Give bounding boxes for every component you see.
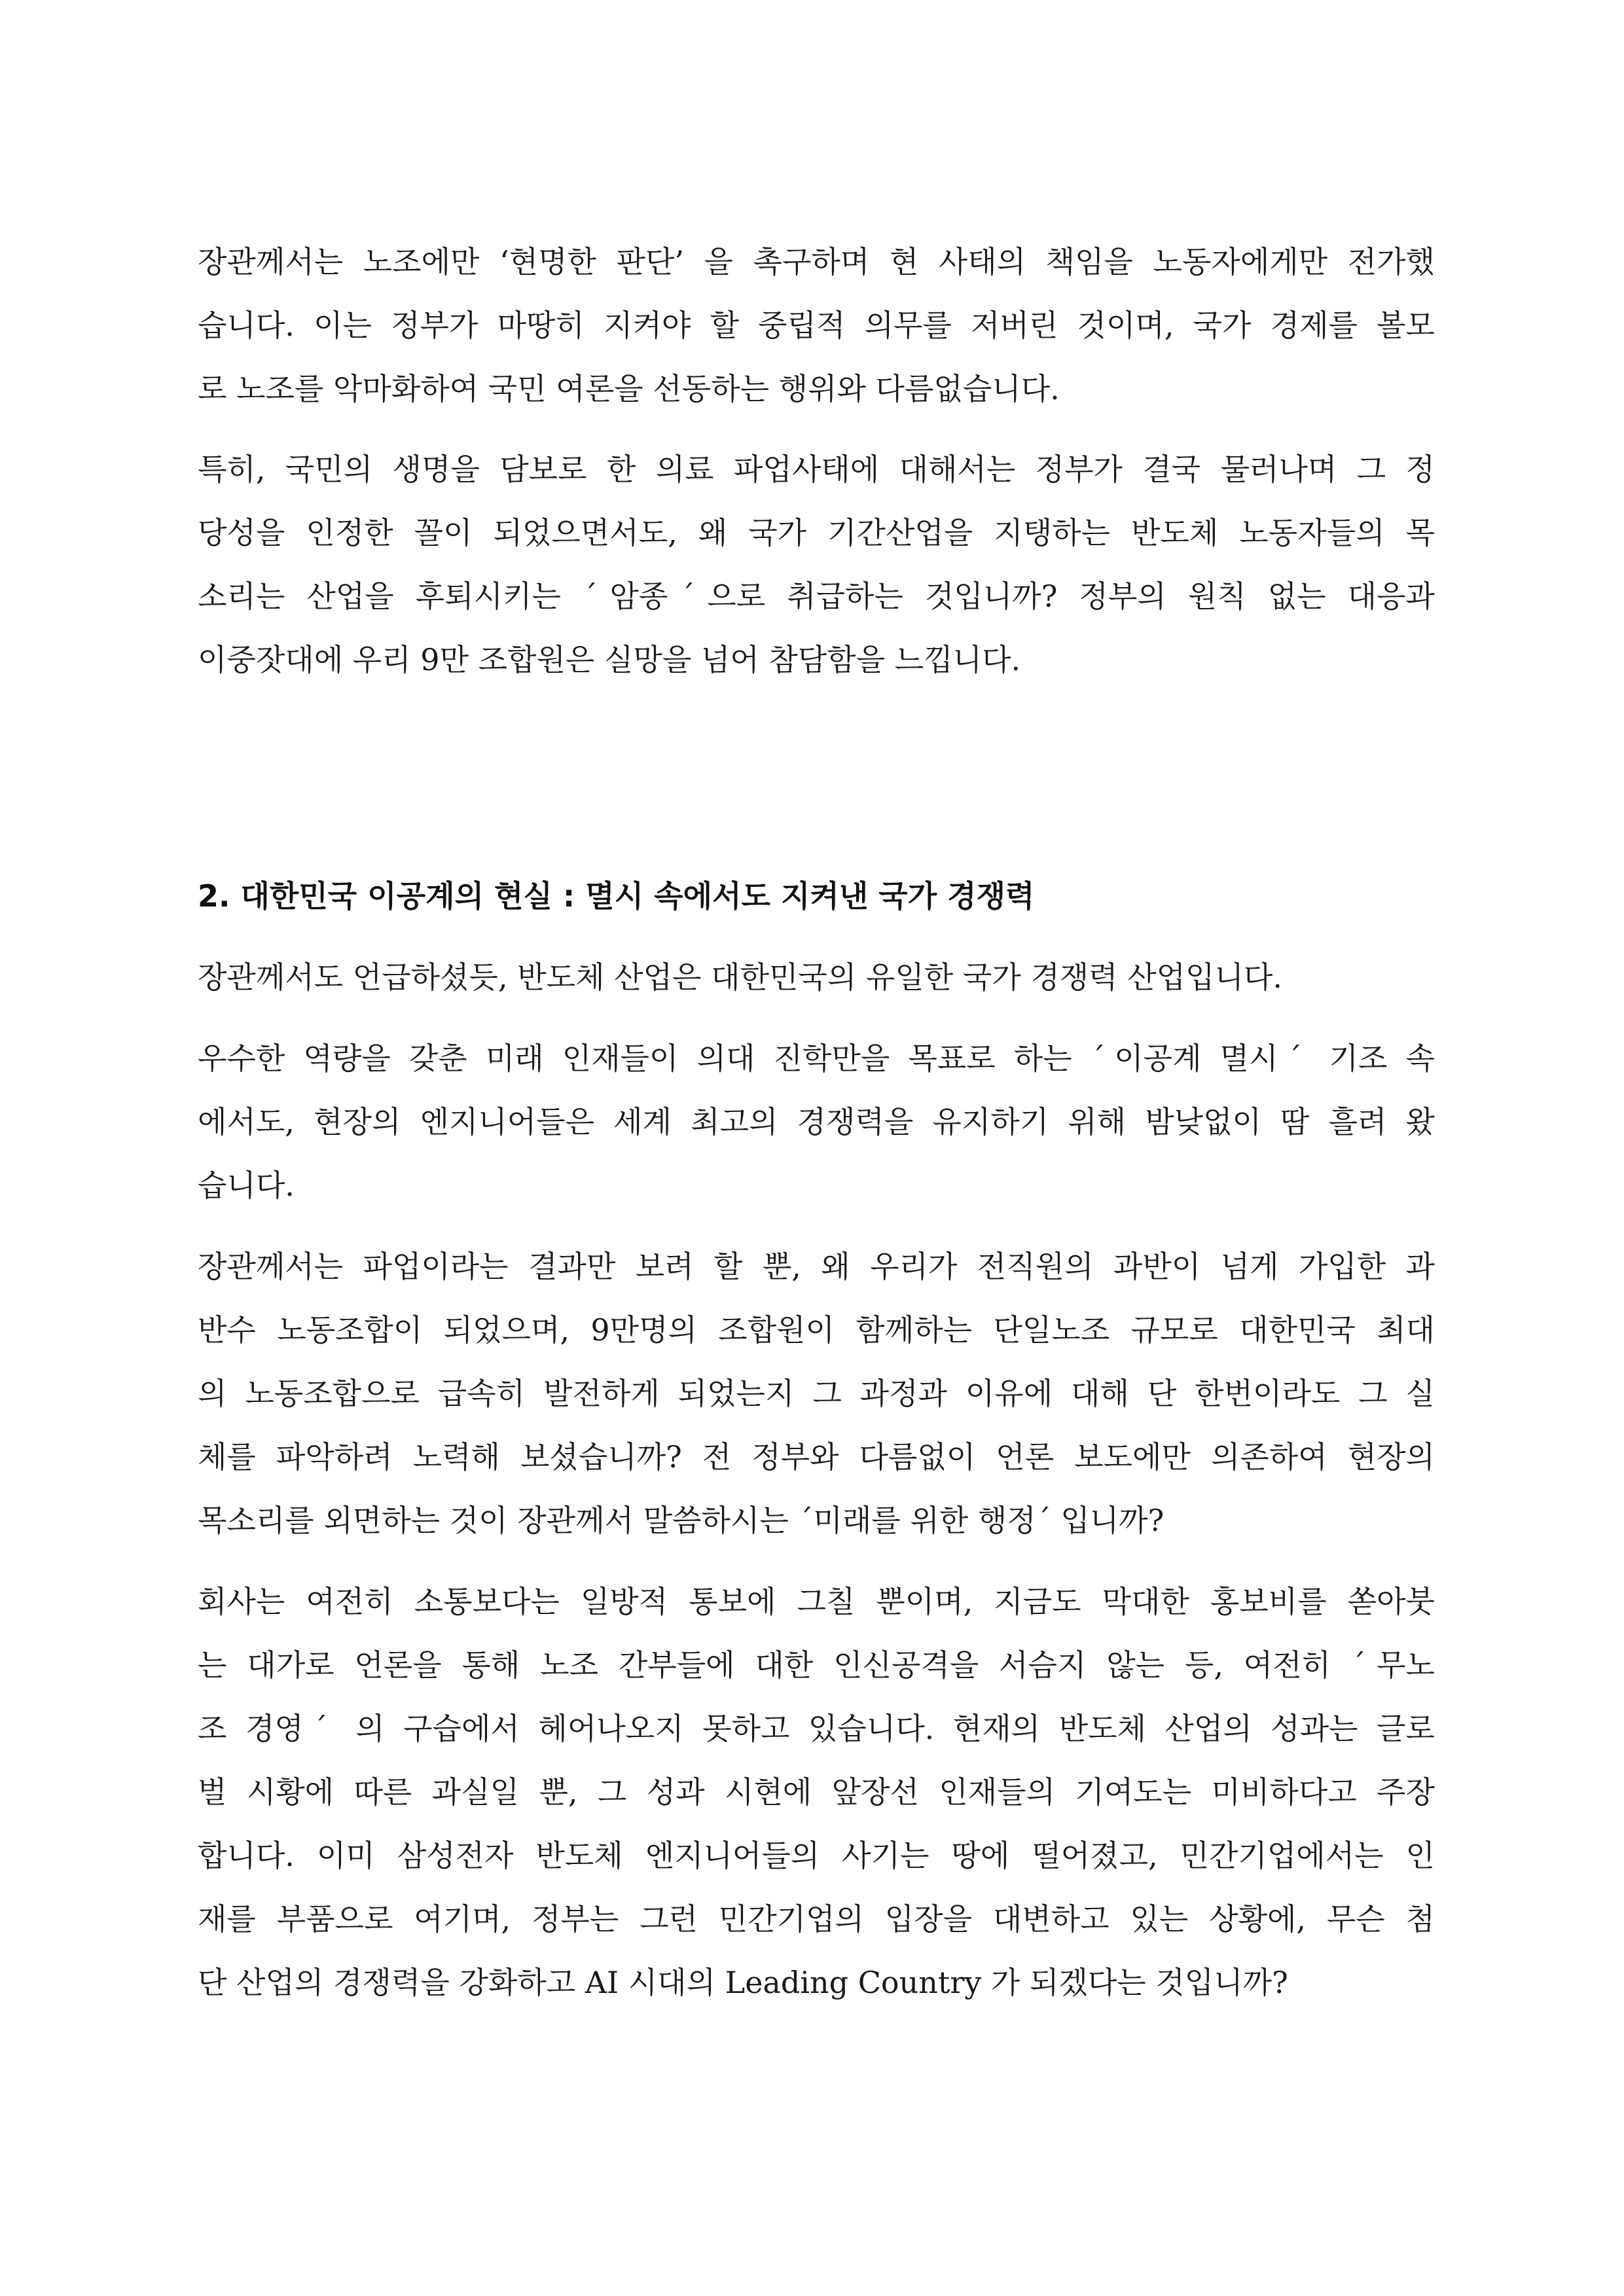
paragraph-line: 습니다.	[198, 1168, 295, 1203]
paragraph-line: 우수한 역량을 갖춘 미래 인재들이 의대 진학만을 목표로 하는 ˊ이공계 멸시ˊ 기조 속	[198, 1041, 1435, 1076]
paragraph-line: 당성을 인정한 꼴이 되었으면서도, 왜 국가 기간산업을 지탱하는 반도체 노동자들의 목	[198, 515, 1435, 550]
paragraph-line: 습니다. 이는 정부가 마땅히 지켜야 할 중립적 의무를 저버린 것이며, 국가 경제를 볼모	[198, 308, 1435, 343]
paragraph-line: 의 노동조합으로 급속히 발전하게 되었는지 그 과정과 이유에 대해 단 한번이라도 그 실	[198, 1376, 1435, 1411]
section-heading: 2. 대한민국 이공계의 현실 : 멸시 속에서도 지켜낸 국가 경쟁력	[198, 878, 1035, 914]
paragraph-line: 벌 시황에 따른 과실일 뿐, 그 성과 시현에 앞장선 인재들의 기여도는 미비하다고 주장	[198, 1774, 1435, 1810]
paragraph-line: 로 노조를 악마화하여 국민 여론을 선동하는 행위와 다름없습니다.	[198, 371, 1060, 406]
paragraph-line: 장관께서는 노조에만 ‘현명한 판단’ 을 촉구하며 현 사태의 책임을 노동자에게만 전가했	[198, 244, 1435, 279]
paragraph-line: 체를 파악하려 노력해 보셨습니까? 전 정부와 다름없이 언론 보도에만 의존하여 현장의	[198, 1439, 1435, 1475]
paragraph-line: 조 경영ˊ 의 구습에서 헤어나오지 못하고 있습니다. 현재의 반도체 산업의 성과는 글로	[198, 1711, 1435, 1746]
paragraph-line: 단 산업의 경쟁력을 강화하고 AI 시대의 Leading Country 가 되겠다는 것입니까?	[198, 1965, 1288, 2000]
paragraph-line: 반수 노동조합이 되었으며, 9만명의 조합원이 함께하는 단일노조 규모로 대한민국 최대	[198, 1312, 1435, 1348]
paragraph-line: 에서도, 현장의 엔지니어들은 세계 최고의 경쟁력을 유지하기 위해 밤낮없이 땀 흘려 왔	[198, 1104, 1435, 1139]
paragraph-line: 재를 부품으로 여기며, 정부는 그런 민간기업의 입장을 대변하고 있는 상황에, 무슨 첨	[198, 1901, 1435, 1937]
paragraph-line: 합니다. 이미 삼성전자 반도체 엔지니어들의 사기는 땅에 떨어졌고, 민간기업에서는 인	[198, 1838, 1435, 1873]
paragraph-line: 소리는 산업을 후퇴시키는 ˊ암종ˊ으로 취급하는 것입니까? 정부의 원칙 없는 대응과	[198, 579, 1435, 614]
paragraph-line: 이중잣대에 우리 9만 조합원은 실망을 넘어 참담함을 느낍니다.	[198, 642, 1021, 677]
paragraph-line: 장관께서는 파업이라는 결과만 보려 할 뿐, 왜 우리가 전직원의 과반이 넘게 가입한 과	[198, 1249, 1435, 1284]
paragraph-line: 목소리를 외면하는 것이 장관께서 말씀하시는 ˊ미래를 위한 행정ˊ 입니까?	[198, 1503, 1164, 1538]
paragraph-line: 는 대가로 언론을 통해 노조 간부들에 대한 인신공격을 서슴지 않는 등, 여전히 ˊ무노	[198, 1647, 1435, 1683]
paragraph-line: 회사는 여전히 소통보다는 일방적 통보에 그칠 뿐이며, 지금도 막대한 홍보비를 쏟아붓	[198, 1584, 1435, 1619]
paragraph-line: 장관께서도 언급하셨듯, 반도체 산업은 대한민국의 유일한 국가 경쟁력 산업입니다.	[198, 960, 1283, 995]
paragraph-line: 특히, 국민의 생명을 담보로 한 의료 파업사태에 대해서는 정부가 결국 물러나며 그 정	[198, 452, 1435, 487]
